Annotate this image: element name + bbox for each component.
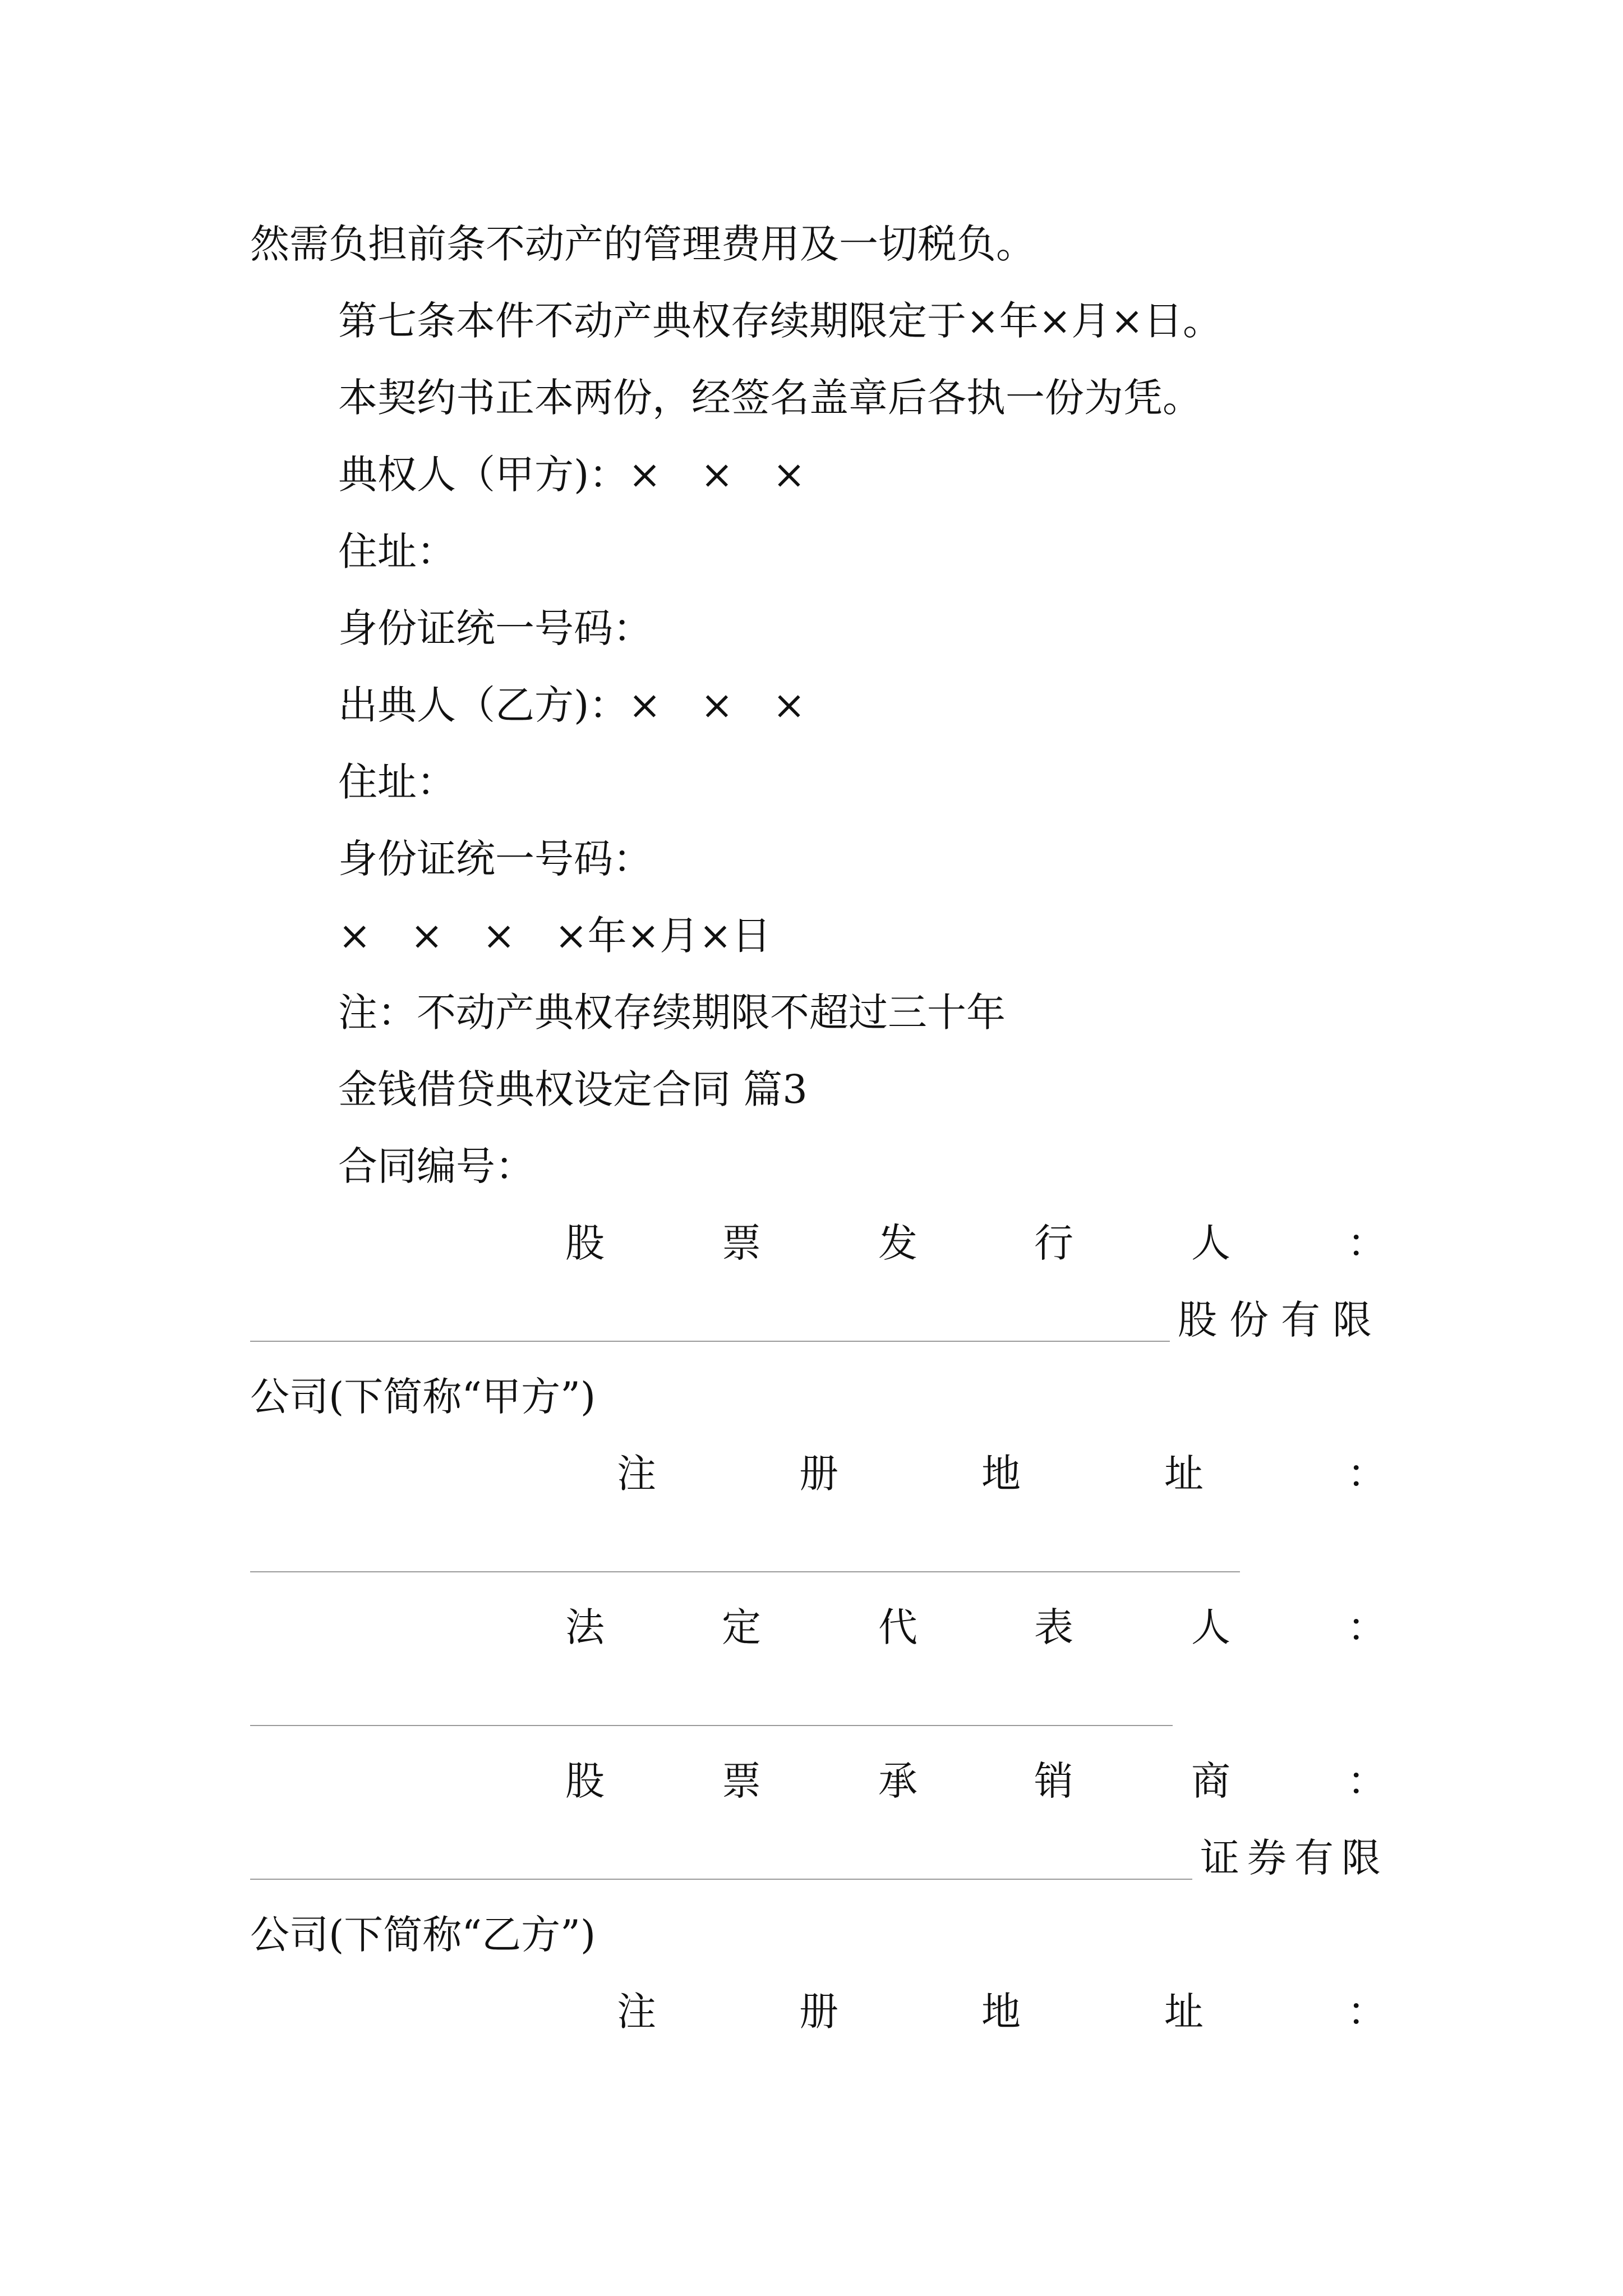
label-char: 定	[722, 1604, 761, 1650]
label-char: 地	[981, 1989, 1021, 2035]
registered-address-label	[0, 1989, 1623, 2037]
underwriter-name-blank	[250, 1879, 1192, 1880]
registered-address-label	[0, 1451, 1623, 1499]
party-a-line: 典权人（甲方)：× × ×	[338, 452, 806, 498]
underwriter-suffix: 证券有限	[1200, 1835, 1389, 1881]
label-char: 址	[1164, 1451, 1204, 1497]
note-line: 注：不动产典权存续期限不超过三十年	[338, 990, 1006, 1036]
label-char: 人	[1191, 1220, 1230, 1266]
label-char: ：	[1347, 1758, 1386, 1804]
label-char: 地	[981, 1451, 1021, 1497]
label-char: 商	[1191, 1758, 1230, 1804]
label-char: 人	[1191, 1604, 1230, 1650]
address-line: 住址：	[338, 528, 456, 574]
text-line: 然需负担前条不动产的管理费用及一切税负。	[250, 221, 1035, 267]
label-char: 法	[565, 1604, 605, 1650]
issuer-suffix: 股份有限	[1178, 1297, 1384, 1343]
address-line: 住址：	[338, 759, 456, 805]
issuer-label	[0, 1220, 1623, 1268]
label-char: 票	[722, 1220, 761, 1266]
label-char: ：	[1347, 1220, 1386, 1266]
legal-representative-blank	[250, 1725, 1173, 1726]
contract-number-label: 合同编号：	[338, 1143, 534, 1189]
label-char: ：	[1347, 1451, 1386, 1497]
registered-address-blank	[250, 1571, 1240, 1572]
label-char: 册	[799, 1451, 838, 1497]
label-char: 销	[1034, 1758, 1073, 1804]
label-char: 发	[878, 1220, 917, 1266]
label-char: 票	[722, 1758, 761, 1804]
label-char: 表	[1034, 1604, 1073, 1650]
label-char: 注	[617, 1989, 656, 2035]
label-char: 册	[799, 1989, 838, 2035]
party-b-line: 出典人（乙方)：× × ×	[338, 682, 806, 728]
label-char: ：	[1347, 1989, 1386, 2035]
label-char: ：	[1347, 1604, 1386, 1650]
section-heading: 金钱借贷典权设定合同 篇3	[338, 1066, 808, 1112]
label-char: 股	[565, 1758, 605, 1804]
underwriter-alias: 公司(下简称“乙方”)	[250, 1912, 596, 1958]
issuer-alias: 公司(下简称“甲方”)	[250, 1374, 596, 1420]
label-char: 承	[878, 1758, 917, 1804]
date-line: × × × ×年×月×日	[338, 913, 771, 959]
label-char: 股	[565, 1220, 605, 1266]
article-seven: 第七条本件不动产典权存续期限定于×年×月×日。	[338, 298, 1222, 344]
label-char: 代	[878, 1604, 917, 1650]
label-char: 行	[1034, 1220, 1073, 1266]
id-number-line: 身份证统一号码：	[338, 836, 652, 882]
issuer-name-blank	[250, 1341, 1170, 1342]
label-char: 址	[1164, 1989, 1204, 2035]
underwriter-label	[0, 1758, 1623, 1806]
id-number-line: 身份证统一号码：	[338, 605, 652, 651]
text-line: 本契约书正本两份，经签名盖章后各执一份为凭。	[338, 375, 1202, 421]
legal-representative-label	[0, 1604, 1623, 1653]
label-char: 注	[617, 1451, 656, 1497]
